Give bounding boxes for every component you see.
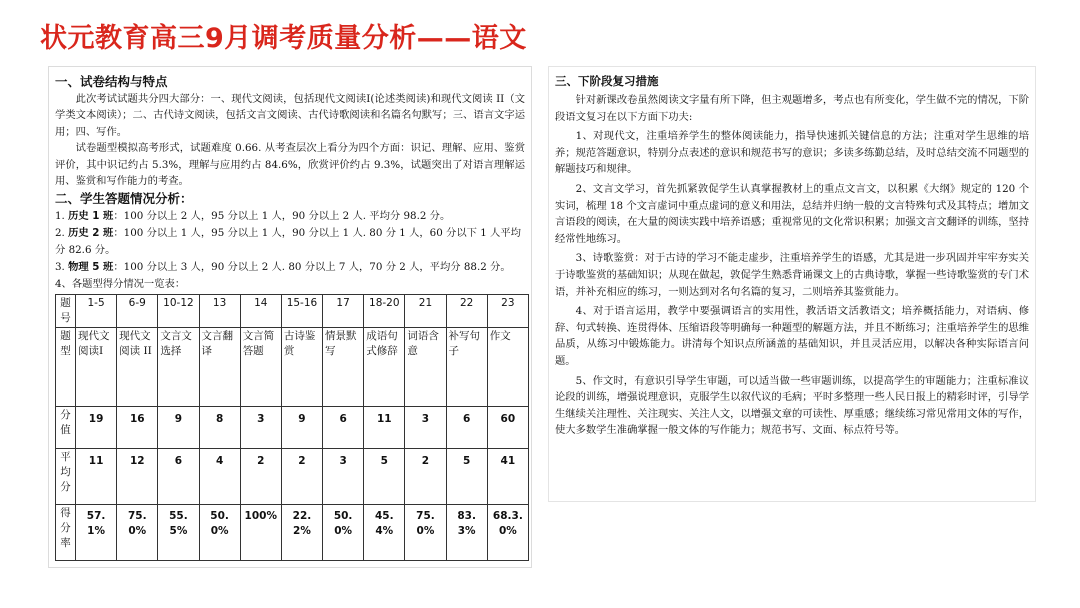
table-cell: 13 bbox=[199, 295, 240, 328]
class-scores: ：100 分以上 3 人，90 分以上 2 人. 80 分以上 7 人，70 分 2 人，平均分 88.2 分。 bbox=[113, 261, 511, 274]
table-cell: 3 bbox=[405, 407, 446, 449]
table-cell: 16 bbox=[117, 407, 158, 449]
table-cell: 4 bbox=[199, 449, 240, 505]
table-cell: 6 bbox=[323, 407, 364, 449]
table-cell: 现代文阅读Ⅰ bbox=[76, 328, 117, 407]
document-page-right bbox=[548, 66, 1036, 502]
table-cell: 5 bbox=[446, 449, 487, 505]
class-result-2 bbox=[55, 225, 525, 259]
section-2-heading: 二、学生答题情况分析： bbox=[55, 191, 193, 207]
section-1-heading: 一、试卷结构与特点 bbox=[55, 74, 168, 89]
table-cell: 9 bbox=[158, 407, 199, 449]
row-label: 平均分 bbox=[56, 449, 76, 505]
row-label: 题型 bbox=[56, 328, 76, 407]
table-cell: 12 bbox=[117, 449, 158, 505]
table-cell: 60 bbox=[487, 407, 528, 449]
table-cell: 50.0% bbox=[323, 505, 364, 561]
score-table bbox=[55, 294, 529, 561]
table-cell: 11 bbox=[364, 407, 405, 449]
class-scores: ：100 分以上 1 人，95 分以上 1 人，90 分以上 1 人. 80 分 1 人，60 分以下 1 人平均分 82.6 分。 bbox=[55, 227, 521, 257]
table-cell: 75.0% bbox=[405, 505, 446, 561]
table-cell: 文言简答题 bbox=[240, 328, 281, 407]
table-cell: 21 bbox=[405, 295, 446, 328]
table-cell: 2 bbox=[405, 449, 446, 505]
class-name: 物理 5 班 bbox=[68, 261, 114, 274]
table-caption: 4、各题型得分情况一览表： bbox=[55, 278, 186, 291]
table-cell: 22.2% bbox=[281, 505, 322, 561]
table-cell: 3 bbox=[240, 407, 281, 449]
row-label: 分值 bbox=[56, 407, 76, 449]
section-3-heading: 三、下阶段复习措施 bbox=[555, 74, 659, 88]
table-cell: 6 bbox=[158, 449, 199, 505]
table-cell: 9 bbox=[281, 407, 322, 449]
table-cell: 6-9 bbox=[117, 295, 158, 328]
table-cell: 22 bbox=[446, 295, 487, 328]
table-cell: 文言翻译 bbox=[199, 328, 240, 407]
measure-item-2: 2、文言文学习，首先抓紧敦促学生认真掌握教材上的重点文言文，以积累《大纲》规定的 120 个实词，梳理 18 个文言虚词中重点虚词的意义和用法，总结并归纳一般的文言特殊句式及其特点；增加文言语段的阅读，在大量的阅读实践中培养语感；重视常见的文化常识积累；加强文言文翻译的训练，坚持经常性地练习。 bbox=[555, 182, 1029, 245]
document-page-left bbox=[48, 66, 532, 568]
table-cell: 17 bbox=[323, 295, 364, 328]
section-1-paragraph-1: 此次考试试题共分四大部分：一、现代文阅读，包括现代文阅读Ⅰ(论述类阅读)和现代文阅读 II（文学类文本阅读）；二、古代诗文阅读，包括文言文阅读、古代诗歌阅读和名篇名句默写；三、语言文字运用；四、写作。 bbox=[55, 93, 525, 138]
class-index: 1. bbox=[55, 210, 69, 223]
class-name: 历史 2 班 bbox=[68, 227, 114, 240]
average-score-row bbox=[56, 449, 529, 505]
score-rate-row bbox=[56, 505, 529, 561]
section-3-intro: 针对新课改卷虽然阅读文字量有所下降，但主观题增多，考点也有所变化，学生做不完的情况，下阶段语文复习在以下方面下功夫: bbox=[555, 94, 1029, 123]
table-cell: 55.5% bbox=[158, 505, 199, 561]
table-cell: 11 bbox=[76, 449, 117, 505]
table-cell: 45.4% bbox=[364, 505, 405, 561]
table-cell: 57.1% bbox=[76, 505, 117, 561]
table-cell: 23 bbox=[487, 295, 528, 328]
class-scores: ：100 分以上 2 人，95 分以上 1 人，90 分以上 2 人. 平均分 98.2 分。 bbox=[113, 210, 451, 223]
table-cell: 词语含意 bbox=[405, 328, 446, 407]
class-name: 历史 1 班 bbox=[68, 210, 114, 223]
table-cell: 8 bbox=[199, 407, 240, 449]
table-cell: 68.3.0% bbox=[487, 505, 528, 561]
table-cell: 成语句式修辞 bbox=[364, 328, 405, 407]
table-cell: 现代文阅读 II bbox=[117, 328, 158, 407]
table-cell: 19 bbox=[76, 407, 117, 449]
measure-item-4: 4、对于语言运用，教学中要强调语言的实用性，教活语文活教语文；培养概括能力，对语病、修辞、句式转换、连贯得体、压缩语段等明确每一种题型的解题方法，并且不断练习；注重培养学生的思维品质，从练习中锻炼能力。讲清每个知识点所涵盖的基础知识，并且灵活应用，以解决各种实际语言问题。 bbox=[555, 305, 1029, 367]
class-result-1 bbox=[55, 208, 525, 225]
table-cell: 古诗鉴赏 bbox=[281, 328, 322, 407]
measure-item-5: 5、作文时，有意识引导学生审题，可以适当做一些审题训练，以提高学生的审题能力；注重标准议论段的训练，增强说理意识，克服学生以叙代议的毛病；平时多整理一些人民日报上的精彩时评，引导学生继续关注理性、关注现实、关注人文，以增强文章的可读性、厚重感；继续练习常见常用文体的写作，使大多数学生准确掌握一般文体的写作能力；规范书写、文面、标点符号等。 bbox=[555, 374, 1029, 437]
question-number-row bbox=[56, 295, 529, 328]
class-result-3 bbox=[55, 259, 525, 276]
table-cell: 6 bbox=[446, 407, 487, 449]
table-cell: 1-5 bbox=[76, 295, 117, 328]
measure-item-3: 3、诗歌鉴赏：对于古诗的学习不能走虚步，注重培养学生的语感，尤其是进一步巩固并牢牢夯实关于诗歌鉴赏的基础知识；从现在做起，敦促学生熟悉背诵课文上的古典诗歌，掌握一些诗歌鉴赏的专门术语，并补充相应的练习，一则达到对名句名篇的复习，二则培养其鉴赏能力。 bbox=[555, 252, 1029, 298]
question-type-row bbox=[56, 328, 529, 407]
measure-item-1: 1、对现代文，注重培养学生的整体阅读能力，指导快速抓关键信息的方法；注重对学生思维的培养；规范答题意识，特别分点表述的意识和规范书写的意识；多读多练勤总结，及时总结交流不同题型的解题技巧和规律。 bbox=[555, 130, 1029, 176]
table-cell: 50.0% bbox=[199, 505, 240, 561]
table-cell: 3 bbox=[323, 449, 364, 505]
table-cell: 补写句子 bbox=[446, 328, 487, 407]
slide-title: 状元教育高三9月调考质量分析——语文 bbox=[40, 23, 527, 54]
row-label: 得分率 bbox=[56, 505, 76, 561]
table-cell: 文言文选择 bbox=[158, 328, 199, 407]
table-cell: 15-16 bbox=[281, 295, 322, 328]
table-cell: 5 bbox=[364, 449, 405, 505]
table-cell: 作文 bbox=[487, 328, 528, 407]
row-label: 题号 bbox=[56, 295, 76, 328]
table-cell: 2 bbox=[240, 449, 281, 505]
table-cell: 83.3% bbox=[446, 505, 487, 561]
class-index: 2. bbox=[55, 227, 69, 240]
table-cell: 100% bbox=[240, 505, 281, 561]
table-cell: 10-12 bbox=[158, 295, 199, 328]
table-cell: 2 bbox=[281, 449, 322, 505]
full-score-row bbox=[56, 407, 529, 449]
table-cell: 41 bbox=[487, 449, 528, 505]
table-cell: 75.0% bbox=[117, 505, 158, 561]
section-1-paragraph-2: 试卷题型模拟高考形式，试题难度 0.66. 从考查层次上看分为四个方面：识记、理解、应用、鉴赏评价，其中识记约占 5.3%，理解与应用约占 84.6%，欣赏评价约占 9.3%，试题突出了对语言理解运用、鉴赏和写作能力的考查。 bbox=[55, 142, 525, 188]
table-cell: 情景默写 bbox=[323, 328, 364, 407]
table-cell: 18-20 bbox=[364, 295, 405, 328]
class-index: 3. bbox=[55, 261, 69, 274]
table-cell: 14 bbox=[240, 295, 281, 328]
